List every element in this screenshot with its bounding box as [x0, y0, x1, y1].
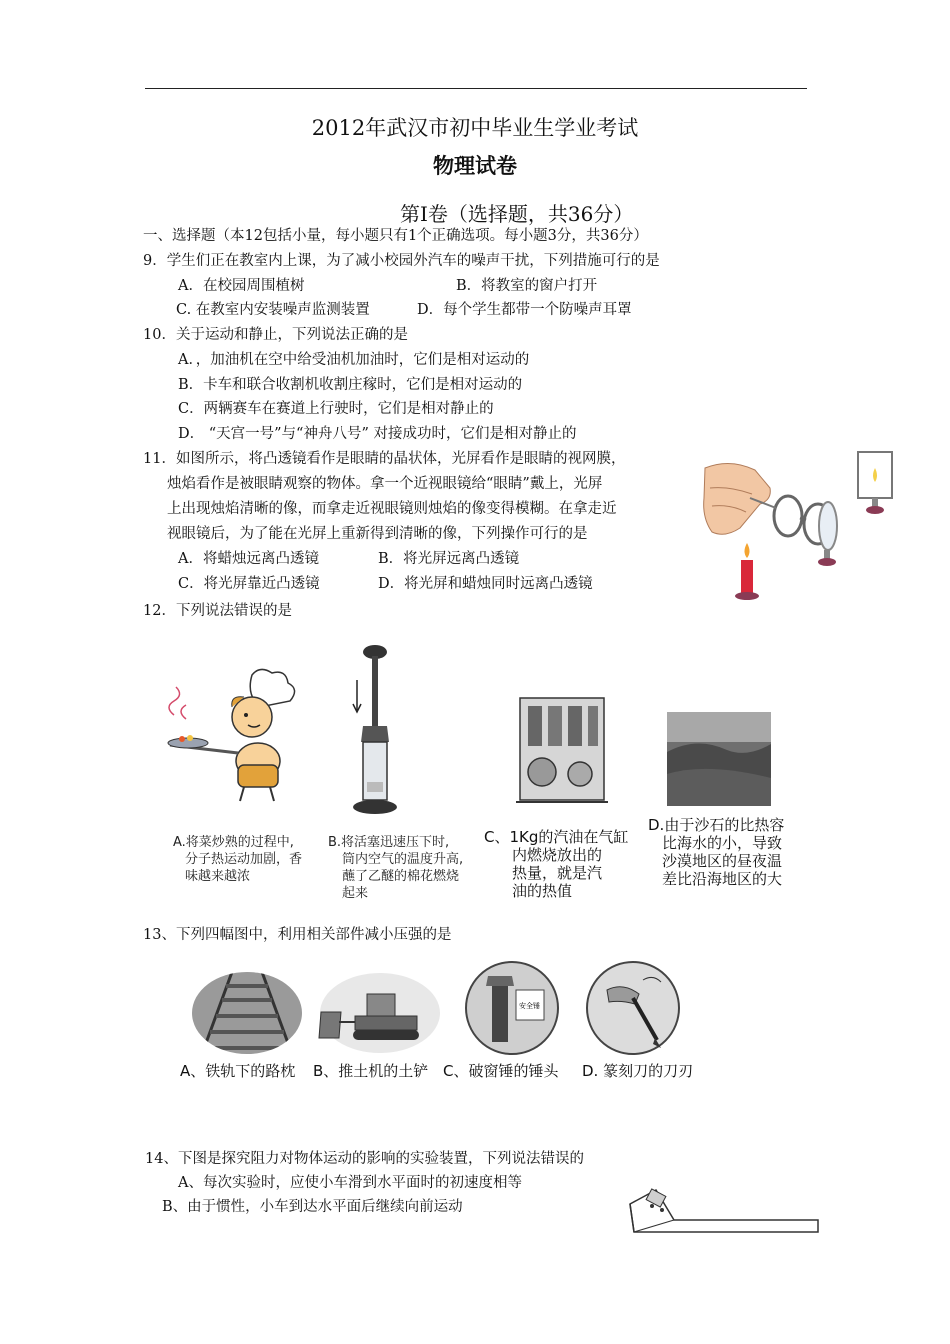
q13-caption-c: C、破窗锤的锤头 — [443, 1062, 559, 1080]
q12-chef-figure — [160, 665, 310, 805]
q13-caption-d: D. 篆刻刀的刀刃 — [582, 1062, 694, 1080]
section-intro: 一、选择题（本12包括小量，每小题只有1个正确选项。每小题3分，共36分） — [143, 228, 648, 244]
q11-option-a: A．将蜡烛远离凸透镜 — [178, 551, 319, 567]
q11-option-c: C．将光屏靠近凸透镜 — [178, 576, 320, 592]
q9-option-a: A．在校园周围植树 — [178, 278, 305, 294]
exam-title: 2012年武汉市初中毕业生学业考试 — [311, 116, 639, 140]
q11-line-3: 上出现烛焰清晰的像，而拿走近视眼镜则烛焰的像变得模糊。在拿走近 — [167, 501, 617, 517]
q12-fire-syringe-figure — [345, 642, 405, 817]
top-rule — [145, 88, 807, 89]
q9-option-d: D．每个学生都带一个防噪声耳罩 — [417, 302, 632, 318]
q13-carving-knife-figure — [583, 960, 683, 1056]
q12-caption-b: B.将活塞迅速压下时, 筒内空气的温度升高, 蘸了乙醚的棉花燃烧 起来 — [328, 835, 464, 901]
q10-option-c: C．两辆赛车在赛道上行驶时，它们是相对静止的 — [178, 401, 494, 417]
q12-engine-figure — [512, 690, 612, 812]
q11-option-d: D．将光屏和蜡烛同时远离凸透镜 — [378, 576, 593, 592]
q12-desert-figure — [667, 712, 771, 806]
q12-caption-c: C、1Kg的汽油在气缸 内燃烧放出的 热量，就是汽 油的热值 — [484, 828, 629, 900]
q10-stem: 10．关于运动和静止，下列说法正确的是 — [143, 327, 408, 343]
q11-option-b: B．将光屏远离凸透镜 — [378, 551, 520, 567]
exam-subtitle: 物理试卷 — [433, 153, 517, 178]
q13-safety-hammer-figure — [462, 960, 562, 1056]
q9-option-b: B．将教室的窗户打开 — [456, 278, 598, 294]
q14-option-a: A、每次实验时，应使小车滑到水平面时的初速度相等 — [178, 1175, 522, 1191]
q14-option-b: B、由于惯性，小车到达水平面后继续向前运动 — [162, 1199, 463, 1215]
q9-option-c: C. 在教室内安装噪声监测装置 — [176, 302, 370, 318]
q11-line-4: 视眼镜后，为了能在光屏上重新得到清晰的像，下列操作可行的是 — [167, 526, 588, 542]
q11-line-1: 11．如图所示，将凸透镜看作是眼睛的晶状体，光屏看作是眼睛的视网膜， — [143, 451, 626, 467]
q10-option-a: A．，加油机在空中给受油机加油时，它们是相对运动的 — [178, 352, 530, 368]
q12-caption-a: A.将菜炒熟的过程中, 分子热运动加剧，香 味越来越浓 — [173, 835, 303, 884]
q13-railway-sleeper-figure — [192, 972, 302, 1054]
q11-line-2: 烛焰看作是被眼睛观察的物体。拿一个近视眼镜给“眼睛”戴上，光屏 — [167, 476, 603, 492]
q13-bulldozer-figure — [315, 972, 445, 1054]
q12-caption-d: D.由于沙石的比热容 比海水的小，导致 沙漠地区的昼夜温 差比沿海地区的大 — [648, 816, 785, 888]
q10-option-b: B．卡车和联合收割机收割庄稼时，它们是相对运动的 — [178, 377, 523, 393]
q13-stem: 13、下列四幅图中，利用相关部件减小压强的是 — [143, 927, 452, 943]
q13-caption-a: A、铁轨下的路枕 — [180, 1062, 296, 1080]
safety-hammer-sign: 安全锤 — [519, 1002, 540, 1010]
q14-ramp-figure — [626, 1180, 822, 1240]
q13-caption-b: B、推土机的土铲 — [313, 1062, 429, 1080]
q14-stem: 14、下图是探究阻力对物体运动的影响的实验装置，下列说法错误的 — [145, 1151, 584, 1167]
part-heading: 第Ⅰ卷（选择题，共36分） — [400, 202, 634, 226]
q11-lens-experiment-figure — [700, 448, 910, 608]
q10-option-d: D． “天宫一号”与“神舟八号” 对接成功时，它们是相对静止的 — [178, 426, 577, 442]
q9-stem: 9．学生们正在教室内上课，为了减小校园外汽车的噪声干扰，下列措施可行的是 — [143, 253, 660, 269]
q12-stem: 12．下列说法错误的是 — [143, 603, 292, 619]
